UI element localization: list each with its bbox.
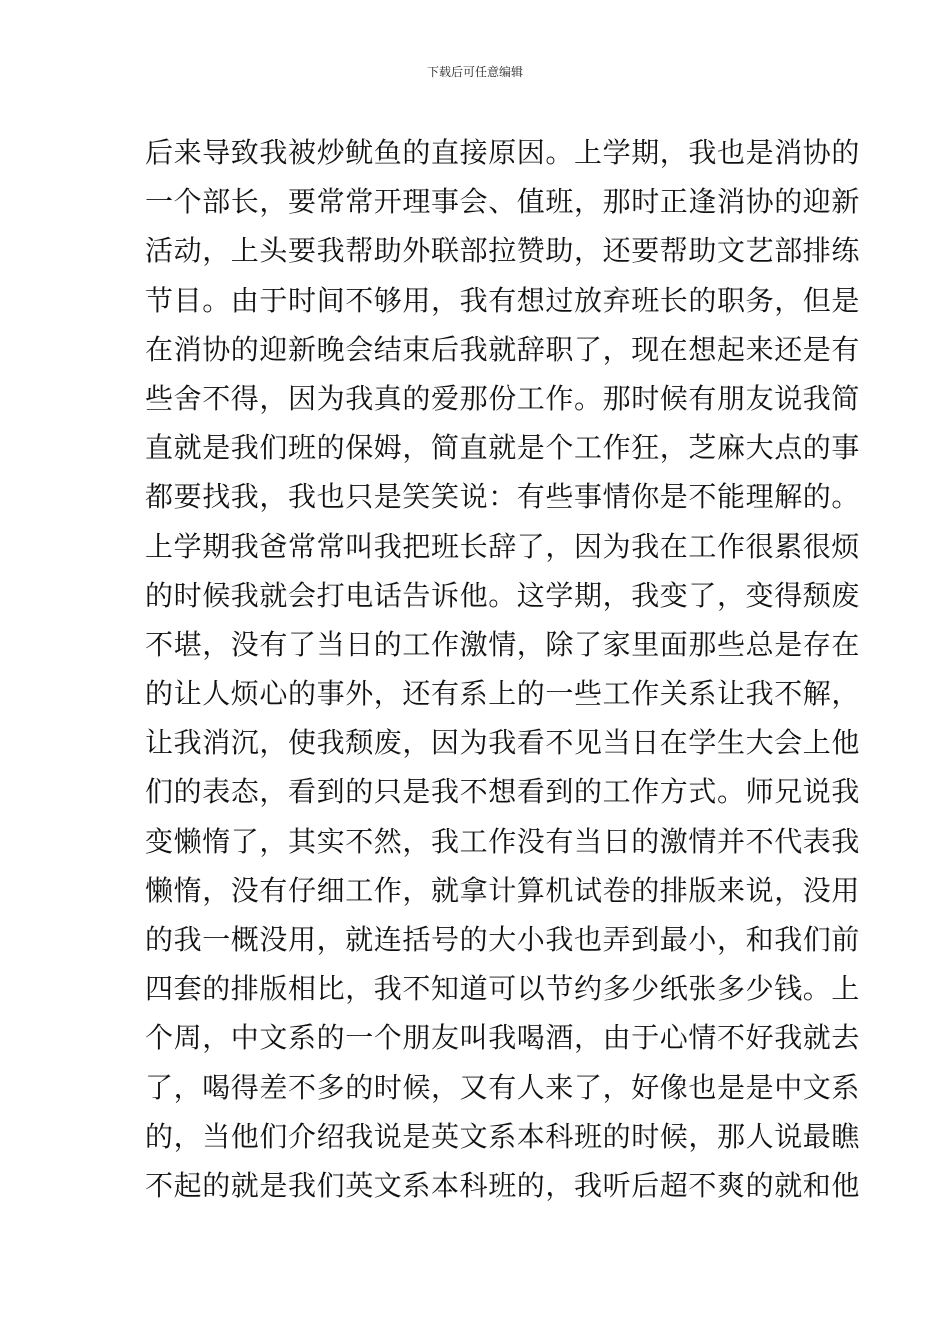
text-line: 的让人烦心的事外，还有系上的一些工作关系让我不解， — [145, 677, 861, 711]
document-body — [145, 128, 861, 1210]
text-line: 不起的就是我们英文系本科班的，我听后超不爽的就和他 — [145, 1168, 861, 1202]
text-line: 后来导致我被炒鱿鱼的直接原因。上学期，我也是消协的 — [145, 136, 861, 169]
text-line: 的我一概没用，就连括号的大小我也弄到最小，和我们前 — [145, 923, 861, 956]
text-line: 让我消沉，使我颓废，因为我看不见当日在学生大会上他 — [145, 726, 861, 760]
text-line: 四套的排版相比，我不知道可以节约多少纸张多少钱。上 — [145, 972, 861, 1006]
text-line: 节目。由于时间不够用，我有想过放弃班长的职务，但是 — [145, 283, 861, 317]
text-line: 些舍不得，因为我真的爱那份工作。那时候有朋友说我简 — [145, 381, 861, 415]
page-header: 下载后可任意编辑 — [426, 65, 523, 79]
text-line: 了，喝得差不多的时候，又有人来了，好像也是是中文系 — [145, 1070, 861, 1104]
text-line: 的，当他们介绍我说是英文系本科班的时候，那人说最瞧 — [145, 1119, 861, 1153]
text-line: 的时候我就会打电话告诉他。这学期，我变了，变得颓废 — [145, 578, 861, 612]
text-line: 们的表态，看到的只是我不想看到的工作方式。师兄说我 — [145, 775, 861, 809]
text-line: 一个部长，要常常开理事会、值班，那时正逢消协的迎新 — [145, 185, 861, 219]
text-line: 懒惰，没有仔细工作，就拿计算机试卷的排版来说，没用 — [145, 873, 861, 907]
text-line: 都要找我，我也只是笑笑说：有些事情你是不能理解的。 — [145, 480, 861, 514]
text-line: 不堪，没有了当日的工作激情，除了家里面那些总是存在 — [145, 627, 861, 661]
text-line: 个周，中文系的一个朋友叫我喝酒，由于心情不好我就去 — [145, 1021, 861, 1055]
text-line: 上学期我爸常常叫我把班长辞了，因为我在工作很累很烦 — [145, 529, 861, 563]
text-line: 在消协的迎新晚会结束后我就辞职了，现在想起来还是有 — [145, 332, 861, 366]
text-line: 活动，上头要我帮助外联部拉赞助，还要帮助文艺部排练 — [145, 234, 861, 268]
text-line: 直就是我们班的保姆，简直就是个工作狂，芝麻大点的事 — [145, 431, 861, 465]
text-line: 变懒惰了，其实不然，我工作没有当日的激情并不代表我 — [145, 824, 861, 858]
